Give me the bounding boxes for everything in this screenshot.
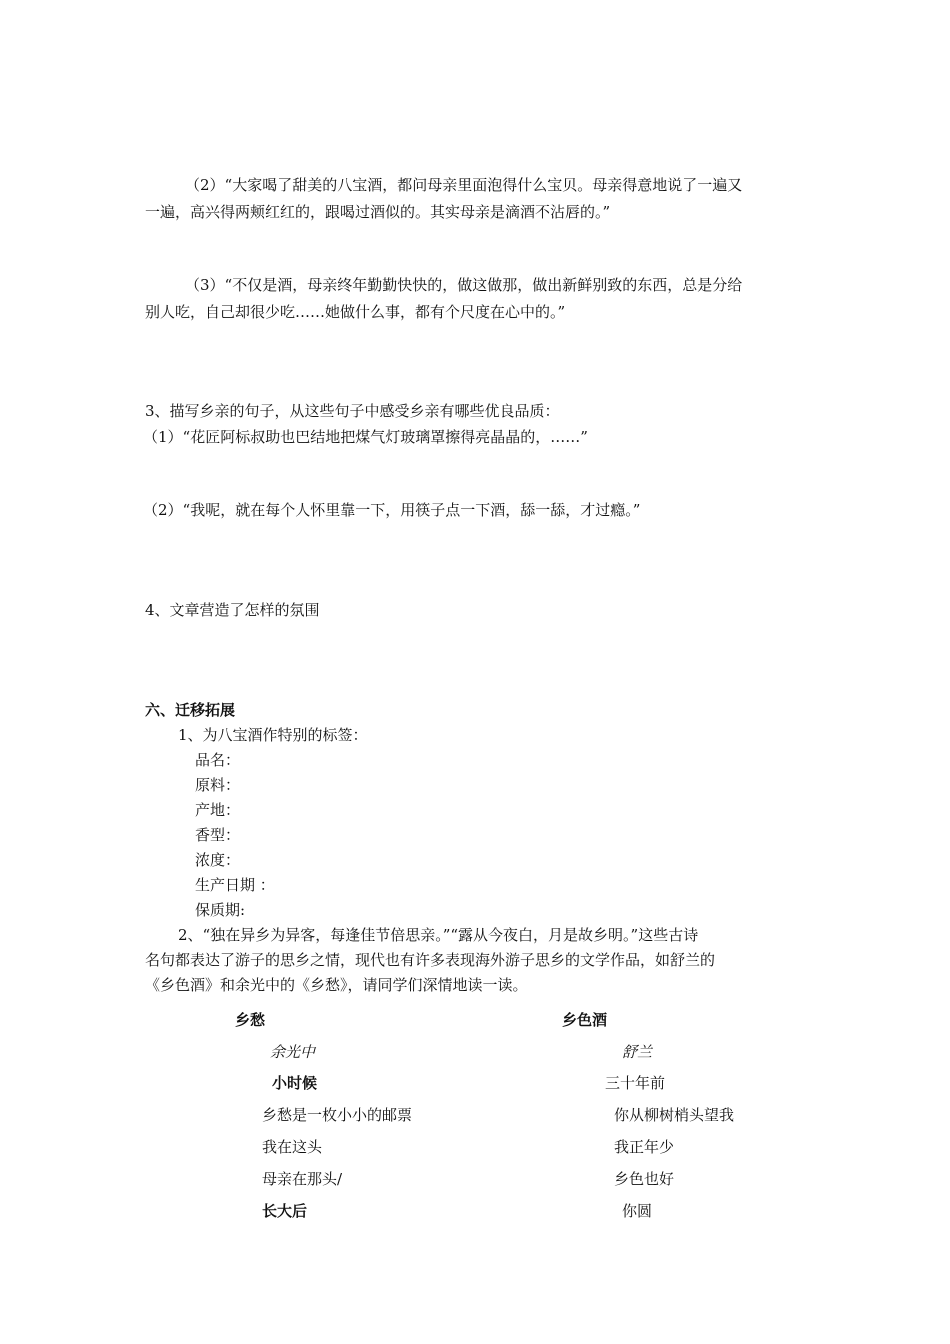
label-field-ingredients: 原料： (195, 776, 241, 794)
poem-left-line: 母亲在那头/ (262, 1170, 343, 1188)
label-task-title: 1、为八宝酒作特别的标签： (178, 726, 368, 744)
poem-right-author: 舒兰 (622, 1043, 653, 1061)
poem-right-line: 你从柳树梢头望我 (614, 1106, 735, 1124)
poem-right-line: 乡色也好 (614, 1170, 675, 1188)
section-3-question-2: （2）“我呢，就在每个人怀里靠一下，用筷子点一下酒，舔一舔，才过瘾。” (143, 501, 641, 519)
question-2-line-2: 一遍，高兴得两颊红红的，跟喝过酒似的。其实母亲是滴酒不沾唇的。” (145, 203, 611, 221)
section-6-heading: 六、迁移拓展 (145, 701, 236, 719)
poem-left-line: 乡愁是一枚小小的邮票 (262, 1106, 413, 1124)
section-3-question-1: （1）“花匠阿标叔助也巴结地把煤气灯玻璃罩擦得亮晶晶的，……” (143, 428, 588, 446)
label-field-shelf-life: 保质期: (195, 901, 246, 919)
poem-left-line: 长大后 (262, 1202, 308, 1220)
label-field-production-date: 生产日期 ： (195, 876, 275, 894)
poem-left-line: 小时候 (272, 1074, 318, 1092)
poem-right-title: 乡色酒 (562, 1011, 608, 1029)
label-field-name: 品名： (195, 751, 241, 769)
question-3-line-2: 别人吃，自己却很少吃……她做什么事，都有个尺度在心中的。” (145, 303, 566, 321)
item-2-line-1: 2、“独在异乡为异客，每逢佳节倍思亲。”“露从今夜白，月是故乡明。”这些古诗 (178, 926, 699, 944)
poem-left-line: 我在这头 (262, 1138, 323, 1156)
label-field-aroma: 香型： (195, 826, 241, 844)
label-field-strength: 浓度： (195, 851, 241, 869)
poem-right-line: 你圆 (622, 1202, 653, 1220)
item-2-line-2: 名句都表达了游子的思乡之情，现代也有许多表现海外游子思乡的文学作品，如舒兰的 (145, 951, 716, 969)
poem-right-line: 我正年少 (614, 1138, 675, 1156)
section-3-title: 3、描写乡亲的句子，从这些句子中感受乡亲有哪些优良品质： (145, 402, 560, 420)
poem-left-title: 乡愁 (235, 1011, 266, 1029)
poem-left-author: 余光中 (270, 1043, 316, 1061)
poem-right-line: 三十年前 (605, 1074, 666, 1092)
question-2-line-1: （2）“大家喝了甜美的八宝酒，都问母亲里面泡得什么宝贝。母亲得意地说了一遍又 (185, 176, 743, 194)
question-3-line-1: （3）“不仅是酒，母亲终年勤勤快快的，做这做那，做出新鲜别致的东西，总是分给 (185, 276, 743, 294)
label-field-origin: 产地： (195, 801, 241, 819)
section-4-title: 4、文章营造了怎样的氛围 (145, 601, 320, 619)
item-2-line-3: 《乡色酒》和余光中的《乡愁》，请同学们深情地读一读。 (145, 976, 528, 994)
